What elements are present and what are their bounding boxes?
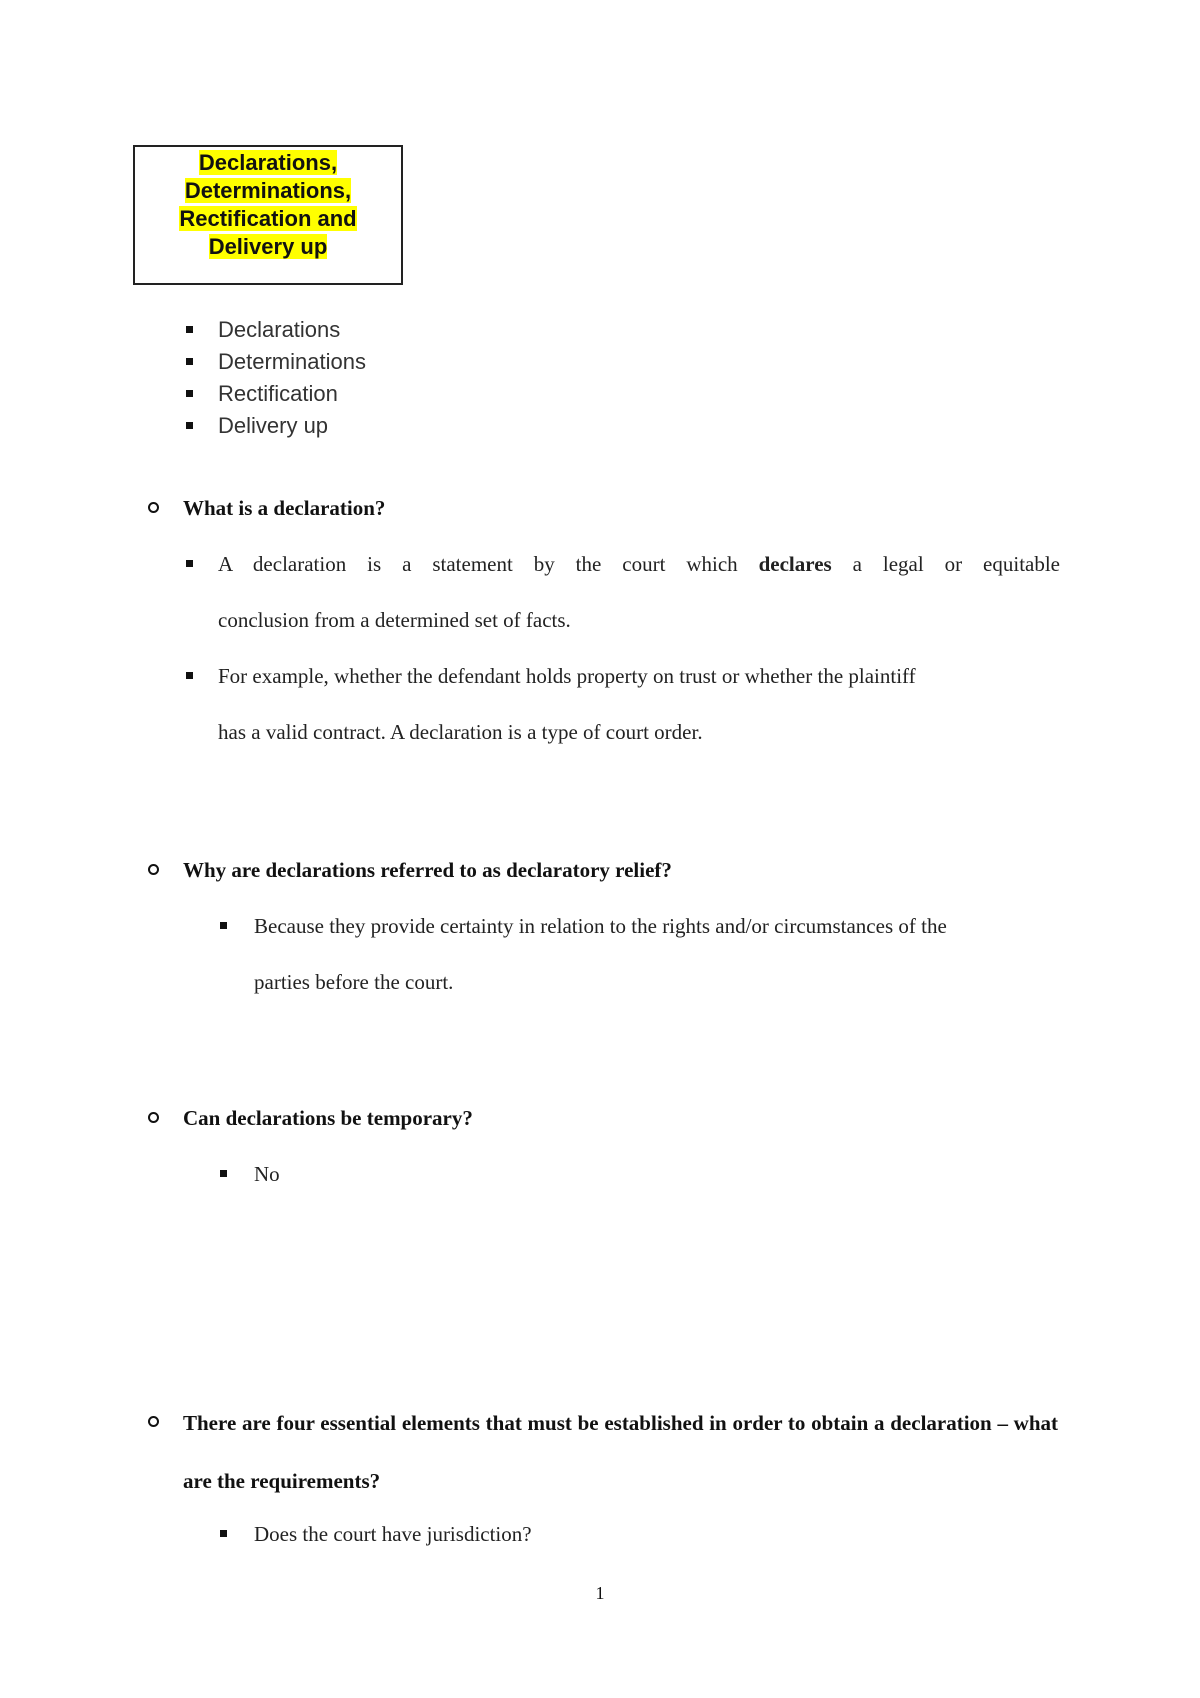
list-item: Declarations bbox=[186, 314, 366, 346]
circle-bullet-icon bbox=[148, 864, 159, 875]
page-number: 1 bbox=[595, 1583, 605, 1603]
title-line: Delivery up bbox=[208, 234, 328, 259]
square-bullet-icon bbox=[186, 422, 193, 429]
list-item: Determinations bbox=[186, 346, 366, 378]
title-line: Declarations, bbox=[198, 150, 338, 175]
answer-continuation: has a valid contract. A declaration is a type of court order. bbox=[218, 720, 703, 744]
topics-list bbox=[186, 314, 366, 442]
circle-bullet-icon bbox=[148, 502, 159, 513]
square-bullet-icon bbox=[220, 1170, 227, 1177]
square-bullet-icon bbox=[186, 390, 193, 397]
circle-bullet-icon bbox=[148, 1416, 159, 1427]
title-line: Determinations, bbox=[184, 178, 352, 203]
bold-term: declares bbox=[758, 552, 832, 576]
answer-continuation: conclusion from a determined set of facts. bbox=[218, 608, 571, 632]
answer-continuation: parties before the court. bbox=[254, 970, 454, 994]
title-line: Rectification and bbox=[179, 206, 357, 231]
square-bullet-icon bbox=[220, 922, 227, 929]
square-bullet-icon bbox=[186, 560, 193, 567]
square-bullet-icon bbox=[186, 326, 193, 333]
square-bullet-icon bbox=[186, 358, 193, 365]
list-item: Delivery up bbox=[186, 410, 366, 442]
answer-text: a legal or equitable bbox=[852, 552, 1061, 576]
square-bullet-icon bbox=[186, 672, 193, 679]
title-box bbox=[133, 145, 403, 285]
list-item: Rectification bbox=[186, 378, 366, 410]
circle-bullet-icon bbox=[148, 1112, 159, 1123]
square-bullet-icon bbox=[220, 1530, 227, 1537]
answer-text: A declaration is a statement by the court which bbox=[218, 552, 738, 576]
